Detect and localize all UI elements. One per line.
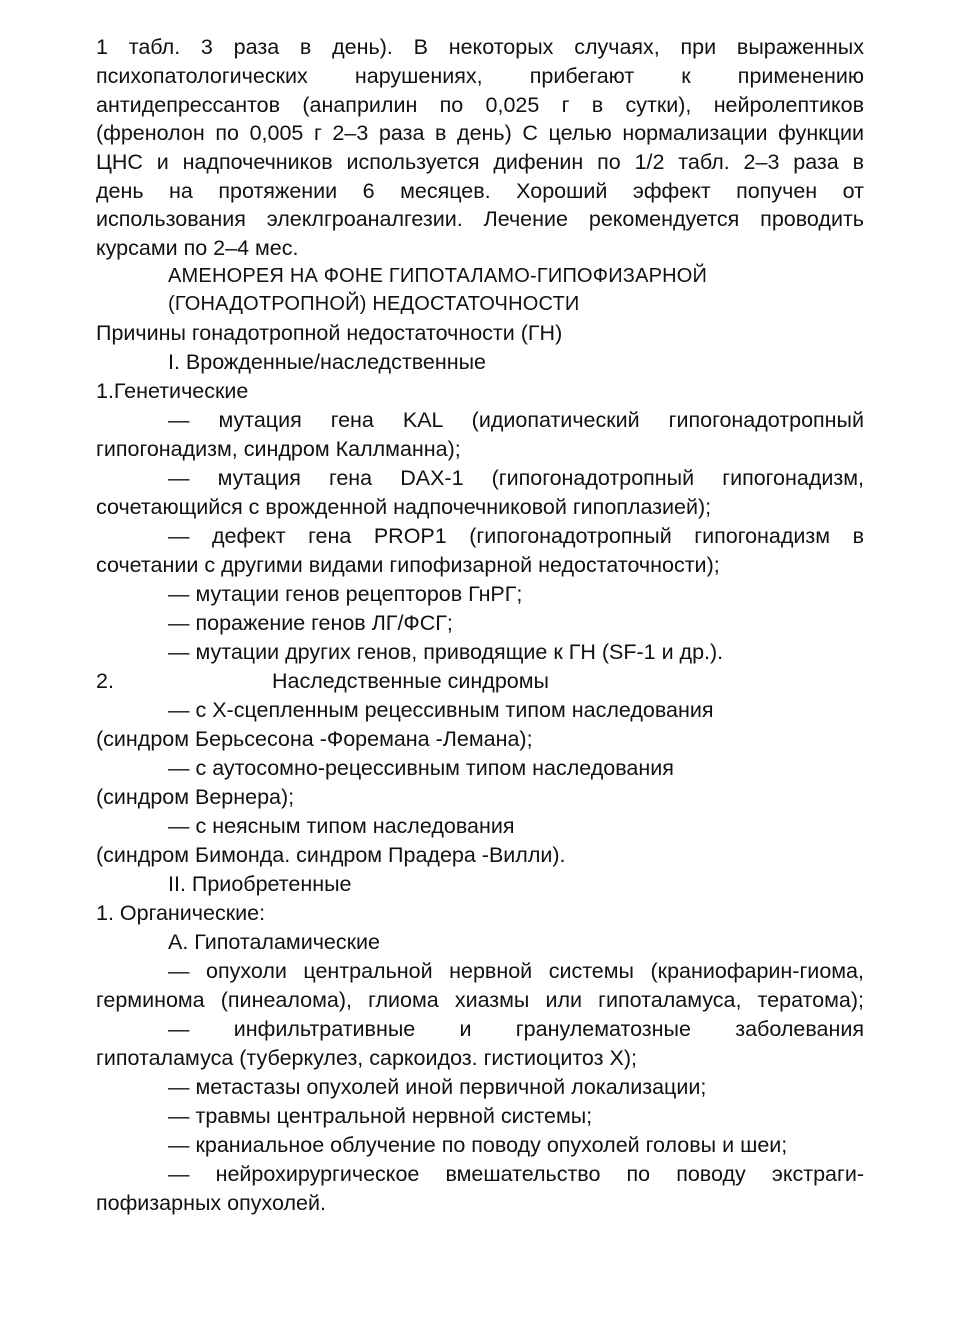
organic-title: 1. Органические: xyxy=(96,901,266,925)
text-line: день на протяжении 6 месяцев. Хороший эффект попучен от xyxy=(96,179,864,203)
list-item: — нейрохирургическое вмешательство по поводу экстраги- xyxy=(168,1162,864,1186)
text-line: использования элеклгроаналгезии. Лечение рекомендуется проводить xyxy=(96,207,864,231)
list-item: — мутации генов рецепторов ГнРГ; xyxy=(168,582,523,606)
section-heading: АМЕНОРЕЯ НА ФОНЕ ГИПОТАЛАМО-ГИПОФИЗАРНОЙ xyxy=(168,265,708,287)
text-line: ЦНС и надпочечников используется дифенин по 1/2 табл. 2–3 раза в xyxy=(96,150,864,174)
text-line: психопатологических нарушениях, прибегают к применению xyxy=(96,64,864,88)
list-item: — поражение генов ЛГ/ФСГ; xyxy=(168,611,453,635)
list-item-cont: сочетании с другими видами гипофизарной недостаточности); xyxy=(96,553,720,577)
hereditary-number: 2. xyxy=(96,669,114,693)
hypothalamic-title: А. Гипоталамические xyxy=(168,930,380,954)
list-item: — мутация гена DAX-1 (гипогонадотропный гипогонадизм, xyxy=(168,466,864,490)
list-item-cont: (синдром Вернера); xyxy=(96,785,295,809)
list-item: — мутация гена KAL (идиопатический гипогонадотропный xyxy=(168,408,864,432)
section-2-title: II. Приобретенные xyxy=(168,872,352,896)
text-line: 1 табл. 3 раза в день). В некоторых случаях, при выраженных xyxy=(96,35,864,59)
hereditary-title: Наследственные синдромы xyxy=(272,669,550,693)
list-item-cont: гипоталамуса (туберкулез, саркоидоз. гистиоцитоз X); xyxy=(96,1046,637,1070)
list-item: — инфильтративные и гранулематозные заболевания xyxy=(168,1017,864,1041)
list-item-cont: (синдром Бимонда. синдром Прадера -Вилли). xyxy=(96,843,566,867)
section-heading: (ГОНАДОТРОПНОЙ) НЕДОСТАТОЧНОСТИ xyxy=(168,293,580,315)
text-line: (френолон по 0,005 г 2–3 раза в день) С целью нормализации функции xyxy=(96,121,864,145)
list-item: — с аутосомно-рецессивным типом наследования xyxy=(168,756,674,780)
list-item: — травмы центральной нервной системы; xyxy=(168,1104,593,1128)
list-item: — метастазы опухолей иной первичной локализации; xyxy=(168,1075,707,1099)
list-item-cont: герминома (пинеалома), глиома хиазмы или гипоталамуса, тератома); xyxy=(96,988,864,1012)
list-item-cont: сочетающийся с врожденной надпочечниковой гипоплазией); xyxy=(96,495,712,519)
list-item-cont: гипогонадизм, синдром Каллманна); xyxy=(96,437,461,461)
list-item: — мутации других генов, приводящие к ГН (SF-1 и др.). xyxy=(168,640,724,664)
list-item: — с X-сцепленным рецессивным типом наследования xyxy=(168,698,714,722)
list-item: — дефект гена PROP1 (гипогонадотропный гипогонадизм в xyxy=(168,524,864,548)
list-item-cont: (синдром Берьсесона -Форемана -Лемана); xyxy=(96,727,533,751)
genetic-title: 1.Генетические xyxy=(96,379,249,403)
list-item: — с неясным типом наследования xyxy=(168,814,515,838)
causes-title: Причины гонадотропной недостаточности (ГН) xyxy=(96,321,563,345)
text-line: курсами по 2–4 мес. xyxy=(96,236,299,260)
list-item: — краниальное облучение по поводу опухолей головы и шеи; xyxy=(168,1133,788,1157)
text-line: антидепрессантов (анаприлин по 0,025 г в сутки), нейролептиков xyxy=(96,93,864,117)
list-item: — опухоли центральной нервной системы (краниофарин-гиома, xyxy=(168,959,864,983)
list-item-cont: пофизарных опухолей. xyxy=(96,1191,326,1215)
section-1-title: I. Врожденные/наследственные xyxy=(168,350,486,374)
